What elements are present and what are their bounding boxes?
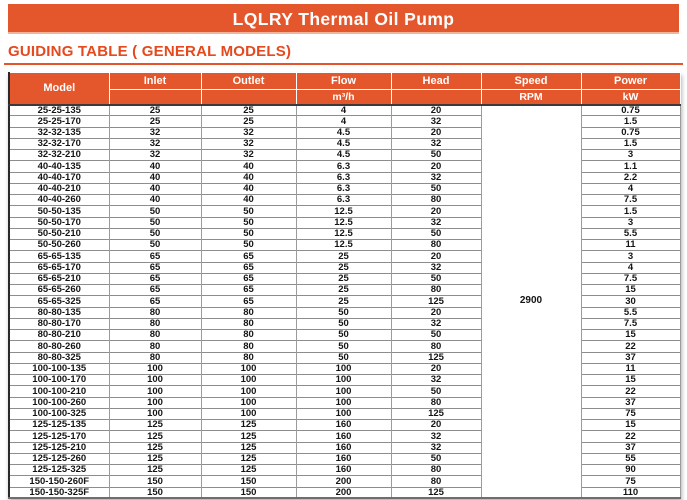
inlet-cell: 125 (109, 442, 201, 453)
power-cell: 7.5 (581, 273, 680, 284)
inlet-cell: 65 (109, 296, 201, 307)
power-cell: 75 (581, 476, 680, 487)
flow-cell: 6.3 (296, 172, 391, 183)
inlet-cell: 125 (109, 420, 201, 431)
head-cell: 50 (391, 228, 481, 239)
model-cell: 40-40-260 (9, 195, 109, 206)
power-cell: 3 (581, 150, 680, 161)
inlet-cell: 125 (109, 465, 201, 476)
head-cell: 20 (391, 307, 481, 318)
model-cell: 32-32-170 (9, 138, 109, 149)
model-cell: 40-40-210 (9, 183, 109, 194)
power-cell: 1.5 (581, 206, 680, 217)
power-cell: 37 (581, 352, 680, 363)
outlet-cell: 50 (201, 228, 296, 239)
outlet-cell: 65 (201, 273, 296, 284)
column-header-flow: Flow (296, 73, 391, 90)
power-cell: 1.5 (581, 138, 680, 149)
outlet-cell: 25 (201, 116, 296, 127)
model-cell: 150-150-325F (9, 487, 109, 498)
flow-cell: 200 (296, 487, 391, 498)
inlet-cell: 80 (109, 352, 201, 363)
flow-cell: 25 (296, 251, 391, 262)
flow-cell: 160 (296, 465, 391, 476)
head-cell: 50 (391, 273, 481, 284)
head-cell: 50 (391, 183, 481, 194)
head-cell: 20 (391, 363, 481, 374)
power-cell: 1.5 (581, 116, 680, 127)
head-cell: 125 (391, 296, 481, 307)
head-cell: 125 (391, 352, 481, 363)
power-cell: 90 (581, 465, 680, 476)
power-cell: 15 (581, 420, 680, 431)
model-cell: 80-80-210 (9, 330, 109, 341)
outlet-cell: 125 (201, 453, 296, 464)
flow-cell: 50 (296, 352, 391, 363)
inlet-cell: 80 (109, 307, 201, 318)
power-cell: 4 (581, 183, 680, 194)
flow-cell: 12.5 (296, 206, 391, 217)
outlet-cell: 32 (201, 150, 296, 161)
power-cell: 55 (581, 453, 680, 464)
head-cell: 32 (391, 116, 481, 127)
outlet-cell: 65 (201, 262, 296, 273)
power-cell: 0.75 (581, 127, 680, 138)
model-cell: 50-50-170 (9, 217, 109, 228)
inlet-cell: 65 (109, 273, 201, 284)
inlet-cell: 40 (109, 161, 201, 172)
unit-speed: RPM (481, 90, 581, 105)
outlet-cell: 65 (201, 296, 296, 307)
spec-table-body (9, 105, 680, 499)
outlet-cell: 32 (201, 127, 296, 138)
outlet-cell: 65 (201, 285, 296, 296)
inlet-cell: 32 (109, 127, 201, 138)
header-row-main (9, 73, 680, 90)
outlet-cell: 80 (201, 341, 296, 352)
inlet-cell: 40 (109, 172, 201, 183)
flow-cell: 200 (296, 476, 391, 487)
head-cell: 20 (391, 127, 481, 138)
flow-cell: 50 (296, 307, 391, 318)
power-cell: 4 (581, 262, 680, 273)
flow-cell: 160 (296, 431, 391, 442)
power-cell: 0.75 (581, 105, 680, 116)
power-cell: 37 (581, 442, 680, 453)
power-cell: 75 (581, 408, 680, 419)
flow-cell: 25 (296, 273, 391, 284)
model-cell: 100-100-325 (9, 408, 109, 419)
flow-cell: 4.5 (296, 138, 391, 149)
model-cell: 25-25-135 (9, 105, 109, 116)
inlet-cell: 100 (109, 375, 201, 386)
head-cell: 32 (391, 431, 481, 442)
flow-cell: 12.5 (296, 217, 391, 228)
power-cell: 15 (581, 285, 680, 296)
inlet-cell: 65 (109, 262, 201, 273)
outlet-cell: 100 (201, 386, 296, 397)
outlet-cell: 50 (201, 206, 296, 217)
head-cell: 32 (391, 262, 481, 273)
inlet-cell: 100 (109, 408, 201, 419)
outlet-cell: 65 (201, 251, 296, 262)
outlet-cell: 125 (201, 442, 296, 453)
model-cell: 125-125-135 (9, 420, 109, 431)
model-cell: 50-50-210 (9, 228, 109, 239)
banner-title: LQLRY Thermal Oil Pump (232, 9, 455, 29)
outlet-cell: 25 (201, 105, 296, 116)
model-cell: 40-40-170 (9, 172, 109, 183)
model-cell: 100-100-210 (9, 386, 109, 397)
outlet-cell: 50 (201, 217, 296, 228)
inlet-cell: 50 (109, 240, 201, 251)
power-cell: 11 (581, 363, 680, 374)
model-cell: 65-65-210 (9, 273, 109, 284)
head-cell: 20 (391, 251, 481, 262)
model-cell: 65-65-170 (9, 262, 109, 273)
head-cell: 32 (391, 138, 481, 149)
outlet-cell: 150 (201, 476, 296, 487)
flow-cell: 160 (296, 453, 391, 464)
speed-cell: 2900 (481, 105, 581, 499)
flow-cell: 4 (296, 105, 391, 116)
model-cell: 25-25-170 (9, 116, 109, 127)
unit-power: kW (581, 90, 680, 105)
column-header-speed: Speed (481, 73, 581, 90)
model-cell: 50-50-135 (9, 206, 109, 217)
head-cell: 20 (391, 105, 481, 116)
flow-cell: 12.5 (296, 228, 391, 239)
head-cell: 32 (391, 217, 481, 228)
head-cell: 80 (391, 397, 481, 408)
unit-outlet (201, 90, 296, 105)
power-cell: 11 (581, 240, 680, 251)
head-cell: 32 (391, 172, 481, 183)
model-cell: 150-150-260F (9, 476, 109, 487)
model-cell: 125-125-210 (9, 442, 109, 453)
power-cell: 22 (581, 386, 680, 397)
inlet-cell: 100 (109, 386, 201, 397)
power-cell: 5.5 (581, 228, 680, 239)
power-cell: 30 (581, 296, 680, 307)
power-cell: 7.5 (581, 318, 680, 329)
model-cell: 65-65-325 (9, 296, 109, 307)
outlet-cell: 150 (201, 487, 296, 498)
table-header (9, 73, 680, 105)
inlet-cell: 150 (109, 487, 201, 498)
head-cell: 20 (391, 420, 481, 431)
power-cell: 15 (581, 330, 680, 341)
inlet-cell: 80 (109, 330, 201, 341)
power-cell: 7.5 (581, 195, 680, 206)
model-cell: 65-65-260 (9, 285, 109, 296)
head-cell: 125 (391, 408, 481, 419)
head-cell: 20 (391, 161, 481, 172)
model-cell: 80-80-260 (9, 341, 109, 352)
outlet-cell: 40 (201, 161, 296, 172)
flow-cell: 6.3 (296, 161, 391, 172)
head-cell: 80 (391, 476, 481, 487)
inlet-cell: 125 (109, 431, 201, 442)
flow-cell: 100 (296, 363, 391, 374)
model-cell: 50-50-260 (9, 240, 109, 251)
model-cell: 32-32-135 (9, 127, 109, 138)
outlet-cell: 80 (201, 307, 296, 318)
inlet-cell: 40 (109, 183, 201, 194)
flow-cell: 4.5 (296, 127, 391, 138)
power-cell: 15 (581, 375, 680, 386)
inlet-cell: 100 (109, 397, 201, 408)
flow-cell: 160 (296, 442, 391, 453)
model-cell: 100-100-260 (9, 397, 109, 408)
inlet-cell: 80 (109, 318, 201, 329)
inlet-cell: 65 (109, 285, 201, 296)
power-cell: 1.1 (581, 161, 680, 172)
inlet-cell: 50 (109, 206, 201, 217)
inlet-cell: 32 (109, 138, 201, 149)
power-cell: 22 (581, 431, 680, 442)
power-cell: 110 (581, 487, 680, 498)
model-cell: 32-32-210 (9, 150, 109, 161)
outlet-cell: 40 (201, 183, 296, 194)
column-header-head: Head (391, 73, 481, 90)
unit-flow: m³/h (296, 90, 391, 105)
outlet-cell: 125 (201, 420, 296, 431)
model-cell: 125-125-170 (9, 431, 109, 442)
inlet-cell: 50 (109, 228, 201, 239)
flow-cell: 4.5 (296, 150, 391, 161)
head-cell: 80 (391, 240, 481, 251)
inlet-cell: 40 (109, 195, 201, 206)
power-cell: 3 (581, 217, 680, 228)
outlet-cell: 100 (201, 375, 296, 386)
outlet-cell: 80 (201, 352, 296, 363)
header-row-units (9, 90, 680, 105)
outlet-cell: 100 (201, 408, 296, 419)
model-cell: 100-100-170 (9, 375, 109, 386)
power-cell: 22 (581, 341, 680, 352)
section-rule (4, 63, 683, 65)
model-cell: 125-125-325 (9, 465, 109, 476)
inlet-cell: 25 (109, 116, 201, 127)
power-cell: 2.2 (581, 172, 680, 183)
section-title: GUIDING TABLE ( GENERAL MODELS) (8, 43, 292, 60)
inlet-cell: 125 (109, 453, 201, 464)
model-cell: 65-65-135 (9, 251, 109, 262)
flow-cell: 160 (296, 420, 391, 431)
head-cell: 80 (391, 195, 481, 206)
table-row (9, 105, 680, 116)
outlet-cell: 40 (201, 172, 296, 183)
flow-cell: 6.3 (296, 195, 391, 206)
model-cell: 80-80-325 (9, 352, 109, 363)
unit-head (391, 90, 481, 105)
flow-cell: 12.5 (296, 240, 391, 251)
flow-cell: 100 (296, 397, 391, 408)
model-cell: 80-80-170 (9, 318, 109, 329)
flow-cell: 25 (296, 285, 391, 296)
outlet-cell: 40 (201, 195, 296, 206)
inlet-cell: 80 (109, 341, 201, 352)
model-cell: 125-125-260 (9, 453, 109, 464)
column-header-inlet: Inlet (109, 73, 201, 90)
page-banner (8, 4, 679, 34)
model-cell: 40-40-135 (9, 161, 109, 172)
head-cell: 32 (391, 442, 481, 453)
unit-inlet (109, 90, 201, 105)
head-cell: 80 (391, 341, 481, 352)
power-cell: 37 (581, 397, 680, 408)
column-header-model: Model (9, 73, 109, 105)
inlet-cell: 25 (109, 105, 201, 116)
flow-cell: 50 (296, 330, 391, 341)
inlet-cell: 150 (109, 476, 201, 487)
inlet-cell: 32 (109, 150, 201, 161)
flow-cell: 100 (296, 408, 391, 419)
pump-spec-table (8, 72, 681, 499)
outlet-cell: 125 (201, 465, 296, 476)
flow-cell: 6.3 (296, 183, 391, 194)
model-cell: 80-80-135 (9, 307, 109, 318)
inlet-cell: 65 (109, 251, 201, 262)
outlet-cell: 50 (201, 240, 296, 251)
flow-cell: 100 (296, 386, 391, 397)
head-cell: 20 (391, 206, 481, 217)
head-cell: 32 (391, 375, 481, 386)
inlet-cell: 100 (109, 363, 201, 374)
column-header-power: Power (581, 73, 680, 90)
head-cell: 50 (391, 453, 481, 464)
head-cell: 50 (391, 386, 481, 397)
power-cell: 5.5 (581, 307, 680, 318)
head-cell: 125 (391, 487, 481, 498)
outlet-cell: 80 (201, 318, 296, 329)
power-cell: 3 (581, 251, 680, 262)
outlet-cell: 125 (201, 431, 296, 442)
flow-cell: 50 (296, 341, 391, 352)
head-cell: 50 (391, 150, 481, 161)
flow-cell: 4 (296, 116, 391, 127)
outlet-cell: 80 (201, 330, 296, 341)
flow-cell: 50 (296, 318, 391, 329)
head-cell: 80 (391, 465, 481, 476)
head-cell: 32 (391, 318, 481, 329)
flow-cell: 25 (296, 296, 391, 307)
head-cell: 50 (391, 330, 481, 341)
inlet-cell: 50 (109, 217, 201, 228)
model-cell: 100-100-135 (9, 363, 109, 374)
outlet-cell: 32 (201, 138, 296, 149)
outlet-cell: 100 (201, 397, 296, 408)
flow-cell: 100 (296, 375, 391, 386)
outlet-cell: 100 (201, 363, 296, 374)
column-header-outlet: Outlet (201, 73, 296, 90)
flow-cell: 25 (296, 262, 391, 273)
head-cell: 80 (391, 285, 481, 296)
